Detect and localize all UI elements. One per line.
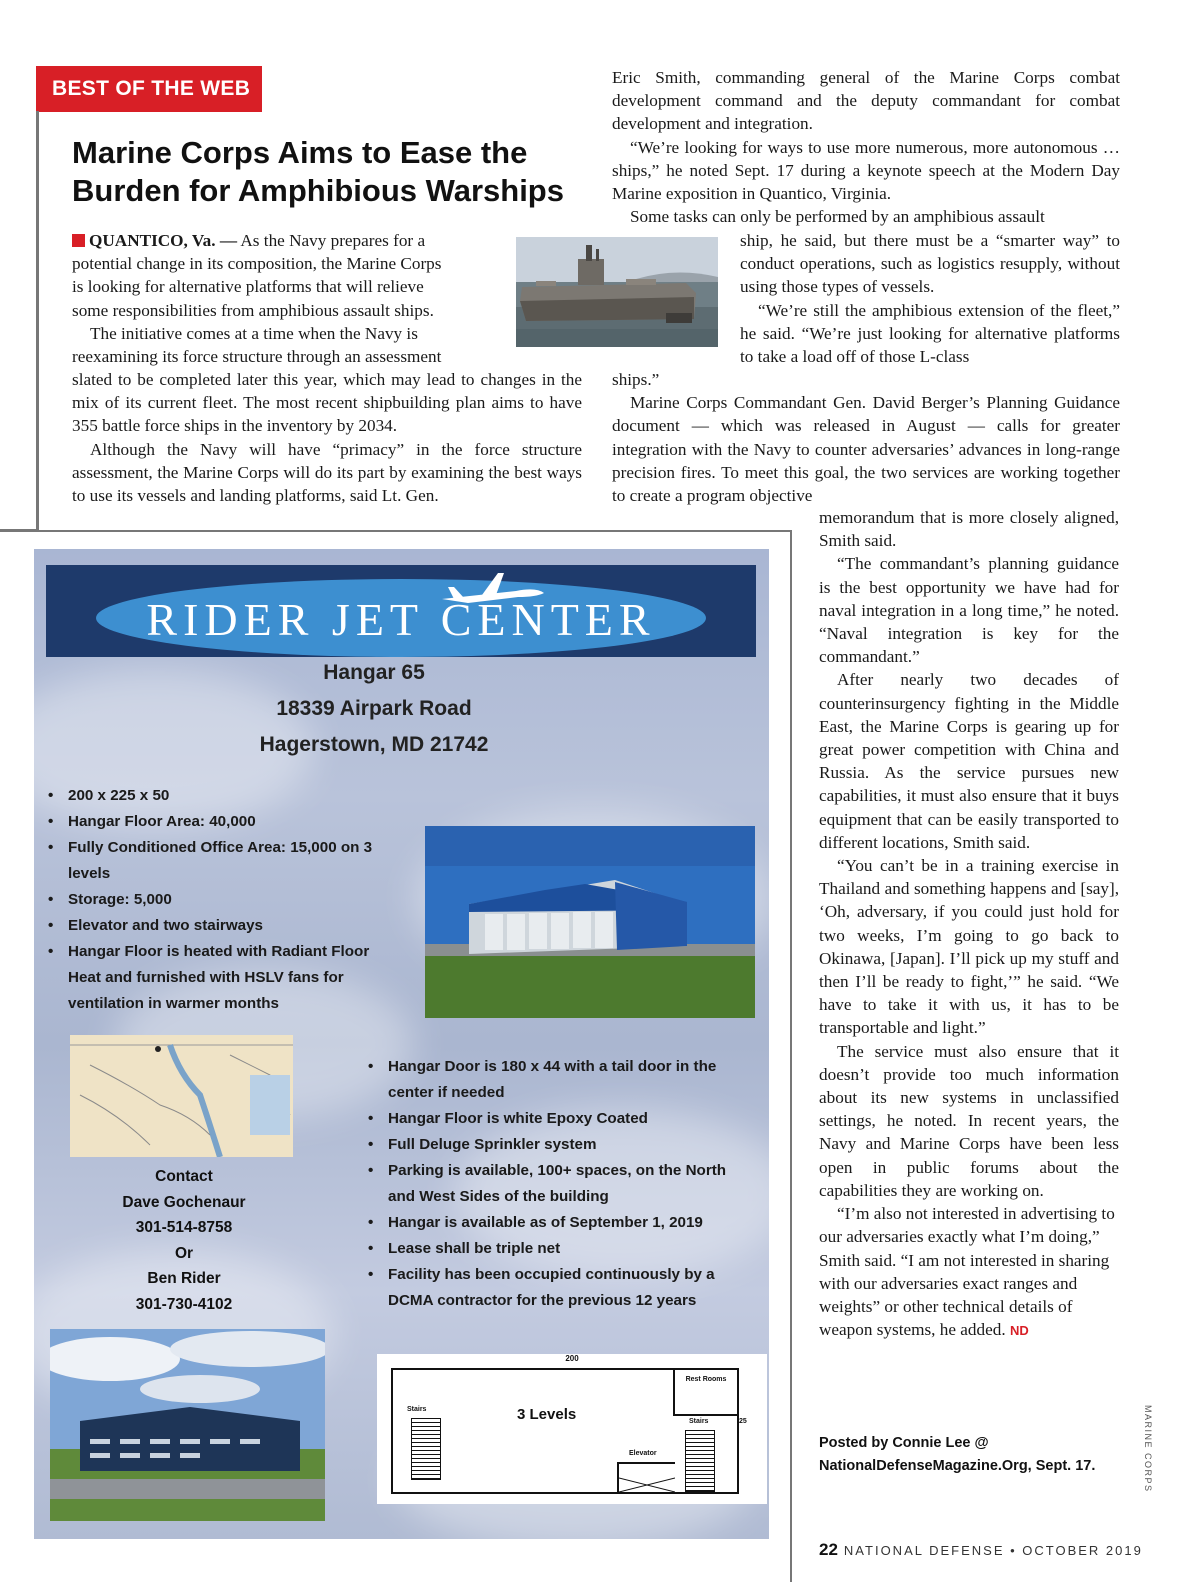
ad-feature-item: • Hangar Floor is heated with Radiant Floor Heat and furnished with HSLV fans for ventilation in warmer months [44, 939, 389, 1017]
section-label: BEST OF THE WEB [36, 66, 262, 112]
col3-p2: “The commandant’s planning guidance is the best opportunity we have had for naval integration in a long time,” he noted. “Naval integration is key for the commandant.” [819, 554, 1119, 667]
col2-p4: “We’re still the amphibious extension of the fleet,” he said. “We’re just looking for alternative platforms to take a load off of those L-class [740, 300, 1120, 367]
amphibious-ship-photo [516, 237, 718, 347]
location-map [70, 1035, 293, 1157]
ad-feature-item: • Elevator and two stairways [44, 913, 389, 939]
credit-line-1: Posted by Connie Lee @ [819, 1435, 989, 1451]
contact-phone[interactable]: 301-730-4102 [135, 1295, 233, 1313]
ad-feature-item: • Fully Conditioned Office Area: 15,000 on 3 levels [44, 835, 389, 887]
rest-rooms-area [673, 1370, 737, 1416]
ad-feature-item: • Hangar Floor Area: 40,000 [44, 809, 389, 835]
column-2-wrap [740, 229, 1120, 368]
headline [72, 134, 592, 210]
contact-heading: Contact [155, 1168, 213, 1185]
col2-p1: Eric Smith, commanding general of the Marine Corps combat development command and the deputy commandant for combat development and integration. [612, 68, 1120, 134]
elevator-area [617, 1462, 675, 1492]
column-1-bottom [72, 368, 582, 507]
col1-p2-rest: slated to be completed later this year, which may lead to changes in the mix of its current fleet. The most recent shipbuilding plan aims to have 355 battle force ships in the inventory by 2034. [72, 370, 582, 436]
column-2-bottom [612, 368, 1120, 507]
col2-p5: Marine Corps Commandant Gen. David Berger’s Planning Guidance document — which was released in August — calls for greater integration with the Navy to counter adversaries’ advances in long-range precision fires. To meet this goal, the two services are working together to create a program objective [612, 393, 1120, 506]
col1-p2-a: The initiative comes at a time when the Navy is [90, 323, 418, 343]
headline-line-2: Burden for Amphibious Warships [72, 173, 564, 208]
ad-brand-name: RIDER JET CENTER [146, 594, 656, 645]
ad-feature-item: • Storage: 5,000 [44, 887, 389, 913]
contact-phone[interactable]: 301-514-8758 [135, 1219, 233, 1237]
col2-p3-b: ship, he said, but there must be a “smarter way” to conduct operations, such as logistics resupply, without using those types of vessels. [740, 231, 1120, 297]
col2-p3-a: Some tasks can only be performed by an amphibious assault [630, 207, 1045, 227]
ad-features-list-2 [364, 1054, 744, 1314]
ad-feature-item: • Full Deluge Sprinkler system [364, 1132, 744, 1158]
page-footer [819, 1540, 1143, 1560]
dateline: QUANTICO, Va. — [89, 231, 238, 250]
col1-p1-c: is looking for alternative platforms that will relieve [72, 277, 424, 297]
ad-address-line-1: Hangar 65 [323, 661, 425, 684]
frame-rule-vertical [36, 111, 39, 531]
contact-or: Or [174, 1244, 194, 1262]
col1-p3: Although the Navy will have “primacy” in the force structure assessment, the Marine Corps will do its part by examining the best ways to use its vessels and landing platforms, said Lt. Gen. [72, 439, 582, 506]
rider-jet-center-ad [34, 549, 769, 1539]
footer-text: NATIONAL DEFENSE • OCTOBER 2019 [843, 1543, 1143, 1558]
floor-plan-width-label: 200 [565, 1354, 579, 1363]
stairs-right [685, 1430, 715, 1492]
ad-frame-rule-right [790, 530, 792, 1582]
ad-feature-item: • Parking is available, 100+ spaces, on the North and West Sides of the building [364, 1158, 744, 1210]
col2-p4-end: ships.” [612, 370, 660, 389]
floor-plan-depth-label: 25 [739, 1418, 747, 1425]
page-number: 22 [819, 1540, 838, 1559]
col3-p3: After nearly two decades of counterinsurgency fighting in the Middle East, the Marine Corps is gearing up for great power competition with China and Russia. As the service pursues new capabilities, it must also ensure that it buys equipment that can be easily transported to different locations, Smith said. [819, 670, 1119, 852]
end-mark: ND [1009, 1323, 1029, 1339]
ad-frame-rule-top [0, 530, 792, 532]
col1-p1-b: potential change in its composition, the Marine Corps [72, 254, 442, 274]
stairs-left [411, 1418, 441, 1480]
col3-p5: The service must also ensure that it doesn’t provide too much information about its new systems in unclassified settings, he noted. In recent years, the Navy and Marine Corps have been less open in public forums about the capabilities they are working on. [819, 1041, 1119, 1200]
ad-feature-item: • Facility has been occupied continuously by a DCMA contractor for the previous 12 years [364, 1262, 744, 1314]
headline-line-1: Marine Corps Aims to Ease the [72, 135, 528, 170]
col3-p4: “You can’t be in a training exercise in Thailand and something happens and [say], ‘Oh, adversary, if you could just hold for two weeks, I’m going to go back to Okinawa, [Japan]. I’ll pick up my stuff and then I’ll be ready to fight,’” he said. “We have to take it with us, it has to be transportable and light.” [819, 856, 1119, 1038]
ad-feature-item: • Hangar is available as of September 1, 2019 [364, 1210, 744, 1236]
col1-p2-b: reexamining its force structure through an assessment [72, 347, 442, 367]
column-1-top [72, 229, 510, 368]
source-credit [819, 1432, 1139, 1478]
floor-plan [377, 1354, 767, 1504]
stairs-left-label: Stairs [407, 1406, 427, 1413]
col3-p6: “I’m also not interested in advertising to our adversaries exactly what I’m doing,” Smith said. “I am not interested in sharing with our adversaries exact ranges and weights” or other technical details of weapon systems, he added. [819, 1204, 1115, 1340]
hangar-photo-front [50, 1329, 325, 1521]
rest-rooms-label: Rest Rooms [685, 1376, 727, 1383]
ad-address-line-3: Hagerstown, MD 21742 [259, 733, 489, 756]
red-square-icon [72, 234, 85, 247]
col2-p2: “We’re looking for ways to use more numerous, more autonomous … ships,” he noted Sept. 17 during a keynote speech at the Modern Day Marine exposition in Quantico, Virginia. [612, 137, 1120, 204]
ad-address-line-2: 18339 Airpark Road [276, 697, 472, 720]
ad-feature-item: • Hangar Floor is white Epoxy Coated [364, 1106, 744, 1132]
column-2-top [612, 66, 1120, 228]
elevator-label: Elevator [629, 1450, 657, 1457]
ad-feature-item: • Lease shall be triple net [364, 1236, 744, 1262]
ad-feature-item: • 200 x 225 x 50 [44, 783, 389, 809]
column-3 [819, 506, 1119, 1342]
ad-banner [46, 565, 756, 657]
levels-label: 3 Levels [517, 1406, 577, 1423]
ad-contact-block [104, 1164, 264, 1318]
ad-feature-item: • Hangar Door is 180 x 44 with a tail door in the center if needed [364, 1054, 744, 1106]
col3-p1: memorandum that is more closely aligned, Smith said. [819, 508, 1119, 551]
stairs-right-label: Stairs [689, 1418, 709, 1425]
contact-name: Dave Gochenaur [122, 1193, 246, 1211]
section-side-label: MARINE CORPS [1143, 1405, 1153, 1493]
col1-p1-a: As the Navy prepares for a [240, 231, 426, 250]
floor-plan-outline [391, 1368, 739, 1494]
contact-name: Ben Rider [147, 1270, 221, 1288]
col1-p1-d: some responsibilities from amphibious assault ships. [72, 300, 434, 320]
hangar-photo-side [425, 826, 755, 1018]
ad-features-list-1 [44, 783, 389, 1017]
credit-line-2[interactable]: NationalDefenseMagazine.Org, Sept. 17. [819, 1458, 1096, 1474]
